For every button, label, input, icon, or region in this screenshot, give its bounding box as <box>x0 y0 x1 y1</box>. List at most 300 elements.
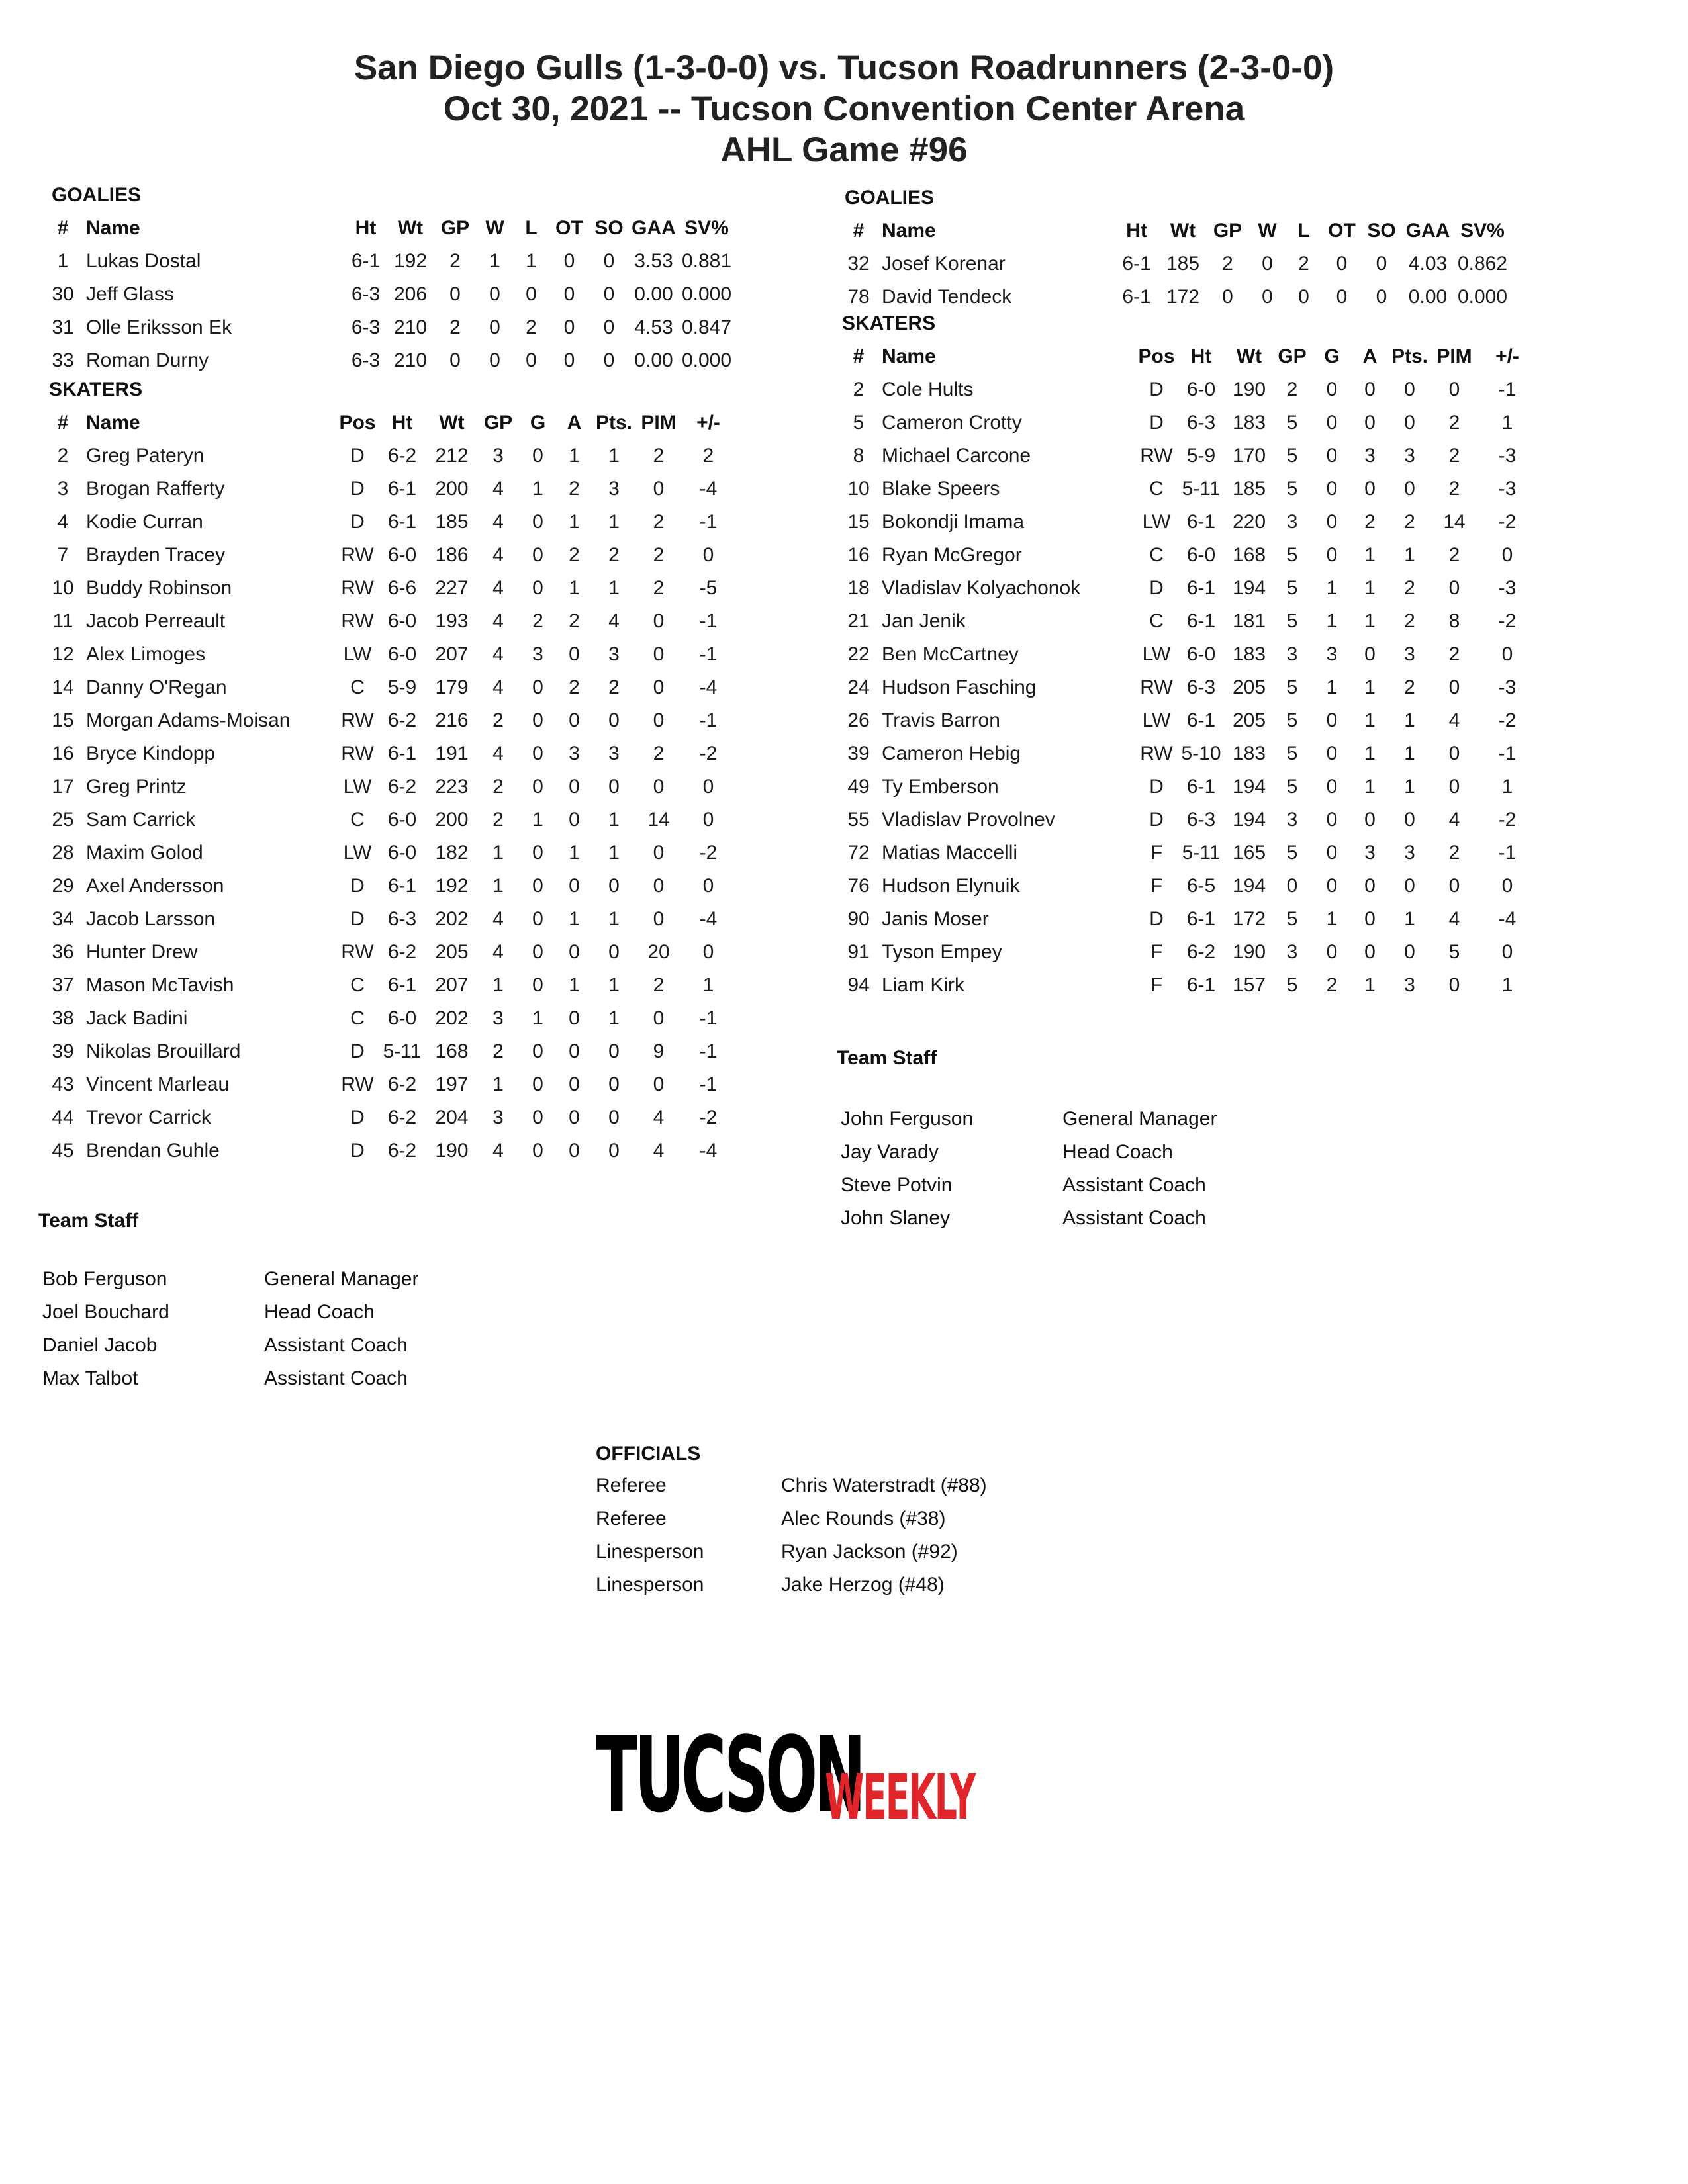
player-name: Josef Korenar <box>882 253 1006 275</box>
stat-cell: 0 <box>1326 412 1338 433</box>
stat-cell: 0 <box>532 743 543 764</box>
stat-cell: 3 <box>1286 941 1298 963</box>
date-venue: Oct 30, 2021 -- Tucson Convention Center Arena <box>443 89 1245 128</box>
stat-cell: 0 <box>608 1107 620 1128</box>
stat-cell: 2 <box>1404 676 1415 698</box>
stat-cell: 4 <box>653 1107 665 1128</box>
stat-cell: 227 <box>435 577 469 599</box>
san-diego-roster <box>40 179 732 1167</box>
stat-cell: 4.53 <box>634 316 673 338</box>
col-name: Name <box>882 345 936 367</box>
staff-name: John Slaney <box>841 1207 951 1229</box>
stat-cell: 1 <box>1501 412 1513 433</box>
table-row <box>40 969 735 1002</box>
stat-cell: 172 <box>1166 286 1200 308</box>
stat-cell: C <box>350 809 365 831</box>
col-svp: SV% <box>1460 220 1505 242</box>
stat-cell: C <box>1149 544 1164 566</box>
stat-cell: 3 <box>492 1107 504 1128</box>
col-wt: Wt <box>397 217 424 239</box>
staff-role: Assistant Coach <box>264 1367 408 1389</box>
stat-cell: 197 <box>435 1073 469 1095</box>
stat-cell: 190 <box>435 1140 469 1161</box>
stat-cell: 216 <box>435 709 469 731</box>
table-row <box>40 770 735 803</box>
stat-cell: 6-3 <box>1186 809 1216 831</box>
stat-cell: 0 <box>1326 941 1338 963</box>
table-row <box>835 506 1537 539</box>
stat-cell: 20 <box>647 941 670 963</box>
official-role: Referee <box>596 1475 667 1496</box>
stat-cell: 1 <box>569 445 580 467</box>
stat-cell: 45 <box>52 1140 74 1161</box>
stat-cell: 0 <box>1501 544 1513 566</box>
stat-cell: LW <box>343 776 372 797</box>
stat-cell: 2 <box>653 445 665 467</box>
table-row <box>835 473 1537 506</box>
stat-cell: 5 <box>1286 709 1298 731</box>
stat-cell: 0 <box>1262 286 1273 308</box>
stat-cell: 0 <box>702 776 714 797</box>
stat-cell: 190 <box>1232 941 1266 963</box>
official-row <box>596 1569 1125 1602</box>
stat-cell: 3 <box>608 743 620 764</box>
stat-cell: 1 <box>1364 743 1376 764</box>
stat-cell: 0 <box>532 445 543 467</box>
col-l: L <box>1297 220 1310 242</box>
stat-cell: 0 <box>603 349 615 371</box>
stat-cell: 194 <box>1232 809 1266 831</box>
stat-cell: 182 <box>435 842 469 864</box>
stat-cell: 5 <box>1286 445 1298 467</box>
col-so: SO <box>594 217 624 239</box>
player-name: Jeff Glass <box>86 283 174 305</box>
sd-skaters-header-row <box>40 406 735 439</box>
stat-cell: RW <box>1140 445 1173 467</box>
stat-cell: 6-3 <box>1186 676 1216 698</box>
stat-cell: -2 <box>1498 809 1517 831</box>
player-name: Blake Speers <box>882 478 1000 500</box>
stat-cell: D <box>350 478 365 500</box>
table-row <box>40 473 735 506</box>
stat-cell: 2 <box>449 250 461 272</box>
stat-cell: 4 <box>492 544 504 566</box>
staff-row <box>42 1329 568 1362</box>
stat-cell: -2 <box>699 1107 718 1128</box>
stat-cell: 1 <box>1404 743 1415 764</box>
table-row <box>40 605 735 638</box>
stat-cell: 2 <box>532 610 543 632</box>
stat-cell: RW <box>341 709 374 731</box>
stat-cell: 200 <box>435 809 469 831</box>
tuc-goalies-table <box>835 214 1511 314</box>
player-name: Ben McCartney <box>882 643 1019 665</box>
stat-cell: D <box>350 1040 365 1062</box>
stat-cell: 1 <box>492 875 504 897</box>
col-svp: SV% <box>684 217 729 239</box>
stat-cell: 0.00 <box>634 283 673 305</box>
table-row <box>40 311 735 344</box>
staff-row <box>841 1103 1366 1136</box>
stat-cell: 207 <box>435 643 469 665</box>
stat-cell: 0 <box>1404 412 1415 433</box>
stat-cell: 34 <box>52 908 74 930</box>
stat-cell: 1 <box>608 1007 620 1029</box>
stat-cell: 7 <box>57 544 69 566</box>
stat-cell: LW <box>1142 643 1171 665</box>
stat-cell: -4 <box>1498 908 1517 930</box>
stat-cell: 1 <box>608 511 620 533</box>
stat-cell: 0 <box>532 1073 543 1095</box>
stat-cell: 0 <box>569 1107 580 1128</box>
stat-cell: 186 <box>435 544 469 566</box>
table-row <box>40 936 735 969</box>
stat-cell: C <box>350 974 365 996</box>
col-pm: +/- <box>1495 345 1519 367</box>
col-w: W <box>1258 220 1277 242</box>
stat-cell: 205 <box>1232 676 1266 698</box>
col-ht: Ht <box>1190 345 1212 367</box>
stat-cell: 2 <box>608 676 620 698</box>
stat-cell: C <box>1149 610 1164 632</box>
table-row <box>40 1134 735 1167</box>
stat-cell: 0 <box>1364 875 1376 897</box>
stat-cell: LW <box>1142 709 1171 731</box>
stat-cell: 0 <box>569 1040 580 1062</box>
stat-cell: 2 <box>1404 577 1415 599</box>
stat-cell: 2 <box>1326 974 1338 996</box>
tuc-skaters-header-row <box>835 340 1537 373</box>
stat-cell: 183 <box>1232 412 1266 433</box>
player-name: Jacob Larsson <box>86 908 216 930</box>
col-ht: Ht <box>1126 220 1147 242</box>
stat-cell: 6-1 <box>1186 511 1216 533</box>
stat-cell: -4 <box>699 478 718 500</box>
stat-cell: 0 <box>532 875 543 897</box>
stat-cell: 0 <box>1448 577 1460 599</box>
logo-word-weekly: WEEKLY <box>825 1760 974 1834</box>
stat-cell: -1 <box>1498 743 1517 764</box>
stat-cell: 0 <box>563 283 575 305</box>
stat-cell: 0 <box>449 349 461 371</box>
stat-cell: 0 <box>569 809 580 831</box>
table-row <box>40 870 735 903</box>
stat-cell: 24 <box>847 676 870 698</box>
stat-cell: 6-0 <box>1186 379 1216 400</box>
stat-cell: 3.53 <box>634 250 673 272</box>
player-name: Hudson Elynuik <box>882 875 1020 897</box>
player-name: Mason McTavish <box>86 974 234 996</box>
staff-row <box>841 1169 1366 1202</box>
stat-cell: 21 <box>847 610 870 632</box>
stat-cell: 4 <box>492 511 504 533</box>
col-gp: GP <box>483 412 513 433</box>
tuc-goalies-header-row <box>835 214 1511 248</box>
table-row <box>835 969 1537 1002</box>
table-row <box>40 344 735 377</box>
stat-cell: 1 <box>489 250 500 272</box>
stat-cell: 0 <box>603 250 615 272</box>
stat-cell: 2 <box>569 610 580 632</box>
stat-cell: 3 <box>1404 643 1415 665</box>
official-role: Linesperson <box>596 1541 704 1563</box>
staff-row <box>841 1136 1366 1169</box>
stat-cell: 2 <box>449 316 461 338</box>
stat-cell: 2 <box>653 743 665 764</box>
table-row <box>40 1101 735 1134</box>
stat-cell: RW <box>341 941 374 963</box>
stat-cell: 6-1 <box>1122 253 1151 275</box>
col-pts: Pts. <box>595 412 633 433</box>
col-wt: Wt <box>439 412 465 433</box>
stat-cell: 2 <box>569 478 580 500</box>
table-row <box>40 903 735 936</box>
stat-cell: 0 <box>1326 743 1338 764</box>
stat-cell: 6-1 <box>387 478 417 500</box>
stat-cell: 1 <box>492 1073 504 1095</box>
stat-cell: 6-2 <box>387 1107 417 1128</box>
stat-cell: -4 <box>699 1140 718 1161</box>
tuc-skaters-table <box>835 340 1537 1002</box>
stat-cell: 0 <box>653 875 665 897</box>
stat-cell: 3 <box>1404 974 1415 996</box>
game-number: AHL Game #96 <box>720 130 968 169</box>
stat-cell: 2 <box>492 776 504 797</box>
stat-cell: 0 <box>653 908 665 930</box>
col-ot: OT <box>555 217 583 239</box>
stat-cell: 4 <box>1448 709 1460 731</box>
stat-cell: 0 <box>449 283 461 305</box>
stat-cell: 2 <box>1448 445 1460 467</box>
stat-cell: 4 <box>1448 809 1460 831</box>
stat-cell: 3 <box>608 643 620 665</box>
player-name: Trevor Carrick <box>86 1107 211 1128</box>
stat-cell: 2 <box>1364 511 1376 533</box>
stat-cell: 0 <box>532 842 543 864</box>
stat-cell: 0 <box>1448 743 1460 764</box>
stat-cell: 2 <box>1448 643 1460 665</box>
stat-cell: 16 <box>52 743 74 764</box>
stat-cell: 39 <box>847 743 870 764</box>
stat-cell: 2 <box>702 445 714 467</box>
stat-cell: 6-2 <box>1186 941 1216 963</box>
stat-cell: D <box>350 908 365 930</box>
stat-cell: 49 <box>847 776 870 797</box>
stat-cell: 0 <box>702 941 714 963</box>
stat-cell: 0 <box>532 974 543 996</box>
stat-cell: 2 <box>1404 610 1415 632</box>
stat-cell: 4 <box>608 610 620 632</box>
stat-cell: 172 <box>1232 908 1266 930</box>
stat-cell: 170 <box>1232 445 1266 467</box>
stat-cell: 4 <box>653 1140 665 1161</box>
col-num: # <box>853 220 865 242</box>
stat-cell: 3 <box>1326 643 1338 665</box>
stat-cell: 6-0 <box>1186 643 1216 665</box>
stat-cell: 0 <box>608 776 620 797</box>
stat-cell: 1 <box>1364 709 1376 731</box>
stat-cell: 0 <box>1326 709 1338 731</box>
col-ht: Ht <box>355 217 377 239</box>
stat-cell: 1 <box>1364 610 1376 632</box>
official-role: Linesperson <box>596 1574 704 1596</box>
stat-cell: -1 <box>699 610 718 632</box>
stat-cell: 0 <box>1262 253 1273 275</box>
stat-cell: -3 <box>1498 577 1517 599</box>
stat-cell: -5 <box>699 577 718 599</box>
stat-cell: 2 <box>569 544 580 566</box>
stat-cell: 1 <box>1364 776 1376 797</box>
player-name: Jack Badini <box>86 1007 188 1029</box>
stat-cell: 0 <box>532 1040 543 1062</box>
stat-cell: 6-0 <box>1186 544 1216 566</box>
col-pts: Pts. <box>1391 345 1429 367</box>
sd-team-staff <box>38 1205 568 1395</box>
stat-cell: 0 <box>569 709 580 731</box>
stat-cell: 223 <box>435 776 469 797</box>
stat-cell: 168 <box>1232 544 1266 566</box>
stat-cell: 0 <box>1298 286 1309 308</box>
stat-cell: 2 <box>1298 253 1309 275</box>
col-a: A <box>1362 345 1378 367</box>
stat-cell: 191 <box>435 743 469 764</box>
stat-cell: 3 <box>492 445 504 467</box>
sd-skaters-table <box>40 406 735 1167</box>
stat-cell: 3 <box>532 643 543 665</box>
stat-cell: 0 <box>702 809 714 831</box>
staff-row <box>42 1296 568 1329</box>
stat-cell: 5-11 <box>383 1040 422 1062</box>
stat-cell: 3 <box>1404 842 1415 864</box>
stat-cell: 2 <box>1222 253 1233 275</box>
stat-cell: 0 <box>1448 776 1460 797</box>
sd-skaters-heading: SKATERS <box>49 379 143 400</box>
stat-cell: 0 <box>1336 253 1348 275</box>
stat-cell: 2 <box>853 379 865 400</box>
stat-cell: 165 <box>1232 842 1266 864</box>
stat-cell: 6-2 <box>387 445 417 467</box>
player-name: Hudson Fasching <box>882 676 1037 698</box>
stat-cell: 0 <box>1364 643 1376 665</box>
stat-cell: 8 <box>853 445 865 467</box>
stat-cell: 194 <box>1232 776 1266 797</box>
stat-cell: 1 <box>608 445 620 467</box>
table-row <box>835 539 1537 572</box>
player-name: David Tendeck <box>882 286 1012 308</box>
col-pm: +/- <box>696 412 720 433</box>
col-a: A <box>567 412 582 433</box>
stat-cell: 90 <box>847 908 870 930</box>
stat-cell: 6-1 <box>351 250 381 272</box>
stat-cell: -2 <box>1498 610 1517 632</box>
stat-cell: 220 <box>1232 511 1266 533</box>
stat-cell: RW <box>341 743 374 764</box>
stat-cell: 2 <box>492 809 504 831</box>
stat-cell: 0 <box>608 941 620 963</box>
stat-cell: 6-2 <box>387 709 417 731</box>
stat-cell: 3 <box>1286 511 1298 533</box>
stat-cell: 206 <box>393 283 428 305</box>
table-row <box>40 1035 735 1068</box>
stat-cell: -3 <box>1498 445 1517 467</box>
stat-cell: 1 <box>1364 676 1376 698</box>
stat-cell: -1 <box>1498 842 1517 864</box>
stat-cell: 1 <box>569 842 580 864</box>
stat-cell: 4 <box>492 941 504 963</box>
stat-cell: 190 <box>1232 379 1266 400</box>
stat-cell: 14 <box>52 676 74 698</box>
stat-cell: 1 <box>1404 776 1415 797</box>
stat-cell: 0 <box>489 349 500 371</box>
staff-name: Joel Bouchard <box>42 1301 169 1323</box>
stat-cell: 2 <box>569 676 580 698</box>
col-pos: Pos <box>339 412 376 433</box>
stat-cell: C <box>350 1007 365 1029</box>
stat-cell: 0 <box>653 776 665 797</box>
stat-cell: 2 <box>653 974 665 996</box>
staff-row <box>841 1202 1366 1235</box>
stat-cell: 6-6 <box>387 577 417 599</box>
stat-cell: 0 <box>1376 253 1387 275</box>
stat-cell: 91 <box>847 941 870 963</box>
stat-cell: 0 <box>532 544 543 566</box>
col-gaa: GAA <box>632 217 676 239</box>
stat-cell: 5 <box>1286 974 1298 996</box>
stat-cell: 0 <box>563 349 575 371</box>
stat-cell: 1 <box>608 842 620 864</box>
col-gp: GP <box>1278 345 1307 367</box>
stat-cell: -3 <box>1498 478 1517 500</box>
stat-cell: 0 <box>1326 511 1338 533</box>
stat-cell: 4 <box>492 1140 504 1161</box>
stat-cell: 2 <box>492 709 504 731</box>
stat-cell: 0 <box>603 283 615 305</box>
stat-cell: 26 <box>847 709 870 731</box>
table-row <box>835 903 1537 936</box>
stat-cell: 5 <box>1286 412 1298 433</box>
staff-role: Assistant Coach <box>1062 1207 1206 1229</box>
stat-cell: 1 <box>569 974 580 996</box>
stat-cell: 181 <box>1232 610 1266 632</box>
table-row <box>835 704 1537 737</box>
stat-cell: 25 <box>52 809 74 831</box>
stat-cell: 204 <box>435 1107 469 1128</box>
stat-cell: 0 <box>1404 941 1415 963</box>
stat-cell: 185 <box>1166 253 1200 275</box>
stat-cell: 0 <box>569 1073 580 1095</box>
tuc-skaters-heading: SKATERS <box>842 312 936 334</box>
stat-cell: D <box>350 1140 365 1161</box>
stat-cell: 6-0 <box>387 643 417 665</box>
stat-cell: 0 <box>1404 478 1415 500</box>
stat-cell: 0.862 <box>1457 253 1508 275</box>
stat-cell: 78 <box>847 286 870 308</box>
stat-cell: 0.00 <box>1408 286 1448 308</box>
player-name: Cameron Hebig <box>882 743 1021 764</box>
stat-cell: 5 <box>853 412 865 433</box>
stat-cell: 38 <box>52 1007 74 1029</box>
stat-cell: 1 <box>608 974 620 996</box>
stat-cell: 29 <box>52 875 74 897</box>
stat-cell: 0 <box>1336 286 1348 308</box>
player-name: Jacob Perreault <box>86 610 226 632</box>
player-name: Morgan Adams-Moisan <box>86 709 291 731</box>
stat-cell: 94 <box>847 974 870 996</box>
stat-cell: 1 <box>569 511 580 533</box>
stat-cell: 0.000 <box>681 283 732 305</box>
stat-cell: 5 <box>1286 544 1298 566</box>
stat-cell: RW <box>1140 676 1173 698</box>
